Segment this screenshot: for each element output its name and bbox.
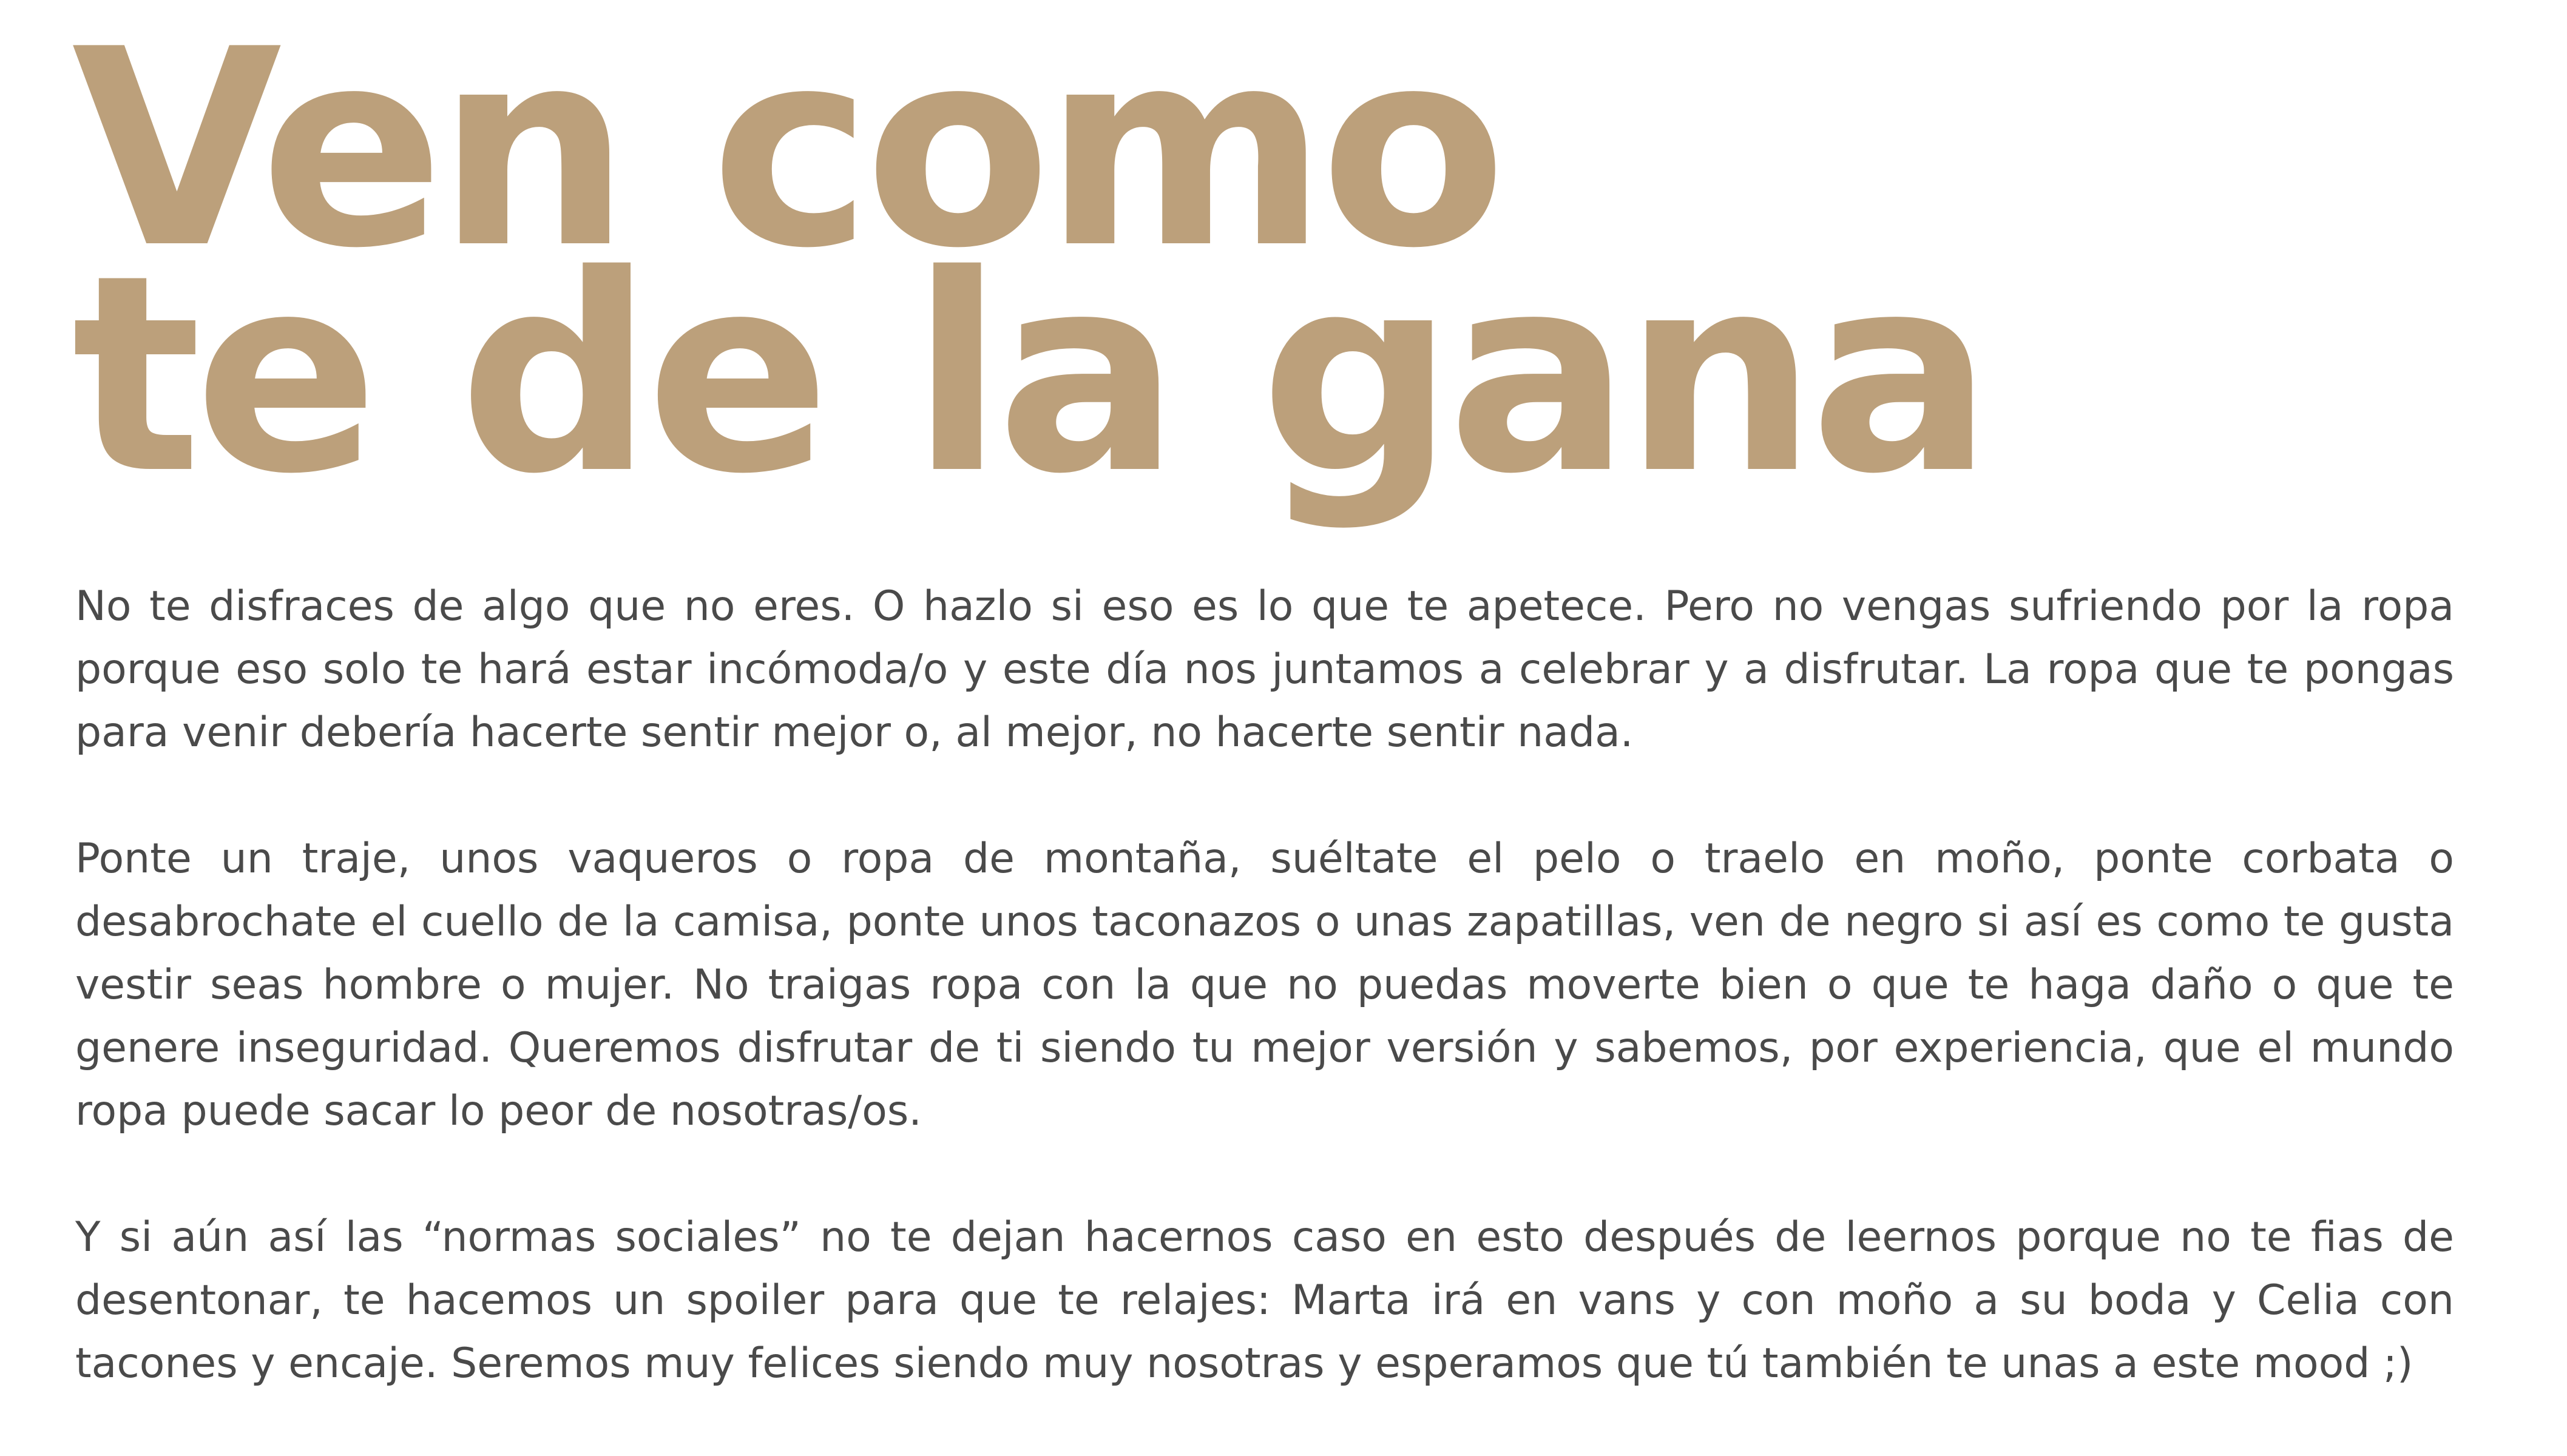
title-line-1: Ven como bbox=[72, 0, 1500, 308]
paragraph-spoiler: Y si aún así las “normas sociales” no te dejan hacernos caso en esto después de leernos porque no te fias de desentonar, te hacemos un spoiler para que te relajes: Marta irá en vans y con moño a su boda y Celia con tacones y encaje. Seremos muy felices siendo muy nosotras y esperamos que tú también te unas a este mood ;) bbox=[75, 1213, 2454, 1387]
paragraph-intro: No te disfraces de algo que no eres. O hazlo si eso es lo que te apetece. Pero no vengas sufriendo por la ropa porque eso solo te hará estar incómoda/o y este día nos juntamos a celebrar y a disfrutar. La ropa que te pongas para venir debería hacerte sentir mejor o, al mejor, no hacerte sentir nada. bbox=[75, 582, 2454, 757]
page-title bbox=[72, 0, 1986, 533]
body-text bbox=[75, 575, 2454, 1456]
title-line-2: te de la gana bbox=[72, 217, 1986, 533]
paragraph-outfit-ideas: Ponte un traje, unos vaqueros o ropa de montaña, suéltate el pelo o traelo en moño, ponte corbata o desabrochate el cuello de la camisa, ponte unos taconazos o unas zapatillas, ven de negro si así es como te gusta vestir seas hombre o mujer. No traigas ropa con la que no puedas moverte bien o que te haga daño o que te genere inseguridad. Queremos disfrutar de ti siendo tu mejor versión y sabemos, por experiencia, que el mundo ropa puede sacar lo peor de nosotras/os. bbox=[75, 835, 2454, 1135]
